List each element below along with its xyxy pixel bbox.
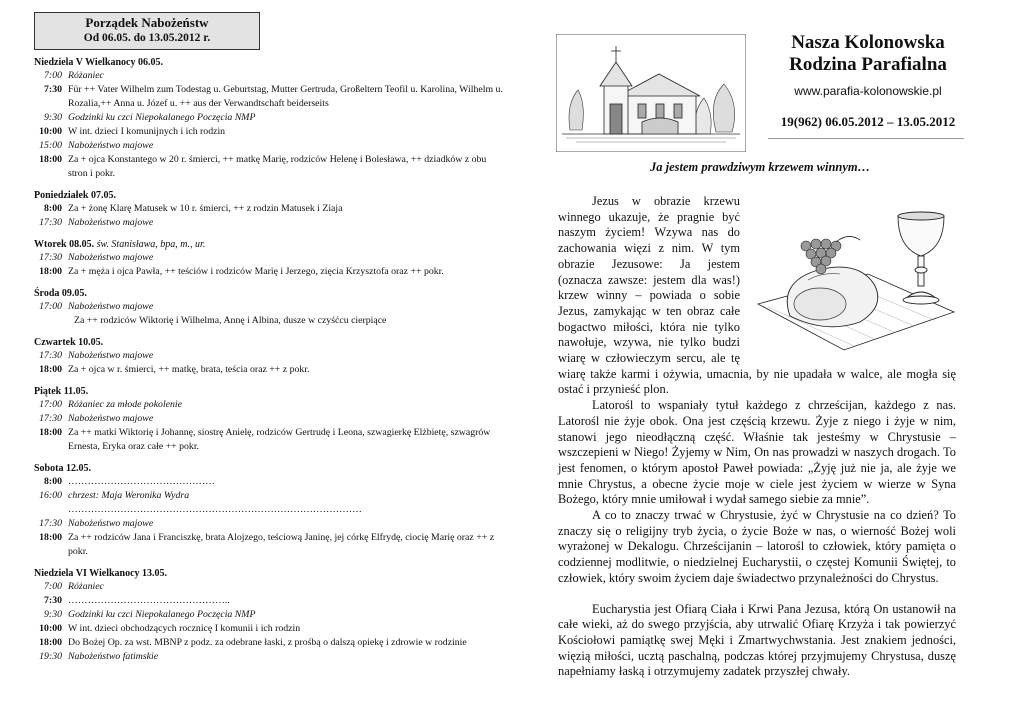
entry-time: 15:00 [39,140,62,151]
day-date: Sobota 12.05. [34,463,91,474]
entry-text: Za + męża i ojca Pawła, ++ teściów i rodziców Marię i Jerzego, zięcia Krzysztofa oraz ++ pokr. [68,266,444,277]
entry-text: Nabożeństwo majowe [68,518,154,529]
article-paragraph-1: Jezus w obrazie krzewu winnego ukazuje, że pragnie być naszym życiem! Wzywa nas do zachowania więzi z nim. W tym obrazie Jezusowe: Ja jestem (oznacza zawsze: jestem dla was!) krzew winny – powiada o sobie Jezus, zamykając w ten obraz całe bogactwo miłości, która nie tylko nawołuje, wzywa, nie tylko budzi wiarę w człowieczym sercu, ale tę wiarę także karmi i ożywia, umacnia, by nie upadała w walce, ale mogła się ostać i przynieść plon. [558,194,956,397]
entry-time: 7:30 [44,84,62,95]
entry-text: ………………………………………….. [68,595,230,606]
entry-time: 17:30 [39,217,62,228]
entry-text: Za ++ matki Wiktorię i Johannę, siostrę Anielę, rodziców Gertrudę i Leona, szwagierkę Elżbietę, szwagrów Ernesta, Eryka oraz całe ++ pokr. [68,427,491,452]
day-feast: św. Stanisława, bpa, m., ur. [96,239,206,250]
schedule-entry [34,69,504,83]
entry-time: 17:30 [39,518,62,529]
day-title [34,287,504,300]
entry-time [34,503,68,517]
entry-text: Różaniec [68,581,104,592]
day-title [34,189,504,202]
day-title [34,385,504,398]
entry-intention: Za ++ rodziców Wiktorię i Wilhelma, Annę i Albina, dusze w czyśćcu cierpiące [74,315,387,326]
schedule-entry [34,531,504,559]
schedule-entry [34,153,504,181]
day-title [34,56,504,69]
schedule-day [34,189,504,230]
entry-time: 17:30 [39,413,62,424]
entry-text: Godzinki ku czci Niepokalanego Poczęcia NMP [68,112,256,123]
day-date: Wtorek 08.05. [34,239,95,250]
day-date: Środa 09.05. [34,288,87,299]
entry-time: 7:00 [44,70,62,81]
schedule-entry [34,111,504,125]
schedule-entry [34,251,504,265]
schedule-entry [34,517,504,531]
entry-text: Nabożeństwo majowe [68,350,154,361]
schedule-entry [34,265,504,279]
schedule-day [34,385,504,454]
entry-text: Za + ojca Konstantego w 20 r. śmierci, ++ matkę Marię, rodziców Helenę i Bolesława, ++ dziadków z obu stron i pokr. [68,154,487,179]
article-body [558,194,956,680]
entry-text: Nabożeństwo majowe [68,252,154,263]
parish-website: www.parafia-kolonowskie.pl [794,84,942,98]
entry-text: W int. dzieci obchodzących rocznicę I komunii i ich rodzin [68,623,301,634]
schedule-entry [34,503,504,517]
schedule-entry [34,125,504,139]
entry-time: 18:00 [39,532,62,543]
entry-time: 18:00 [39,637,62,648]
entry-time: 8:00 [44,476,62,487]
masthead-divider [768,138,964,139]
entry-text: Różaniec za młode pokolenie [68,399,182,410]
entry-time: 16:00 [39,490,62,501]
schedule-entry [34,426,504,454]
schedule-days [34,56,504,664]
eucharist-drawing [748,204,960,352]
schedule-entry [34,412,504,426]
schedule-entry [34,608,504,622]
bulletin-title-line2: Rodzina Parafialna [789,54,947,75]
day-date: Czwartek 10.05. [34,337,104,348]
schedule-entry [34,83,504,111]
schedule-entry [34,363,504,377]
entry-time: 10:00 [39,623,62,634]
schedule-entry [34,489,504,503]
schedule-day [34,56,504,181]
entry-time: 18:00 [39,154,62,165]
entry-text: ……………………………………………………………………………… [68,504,362,515]
article-paragraph-3: A co to znaczy trwać w Chrystusie, żyć w Chrystusie na co dzień? To znaczy się o religijny tryb życia, o życie Boże w nas, o wierność Bożej woli wyrażonej w Dekalogu. Chrześcijanin – latorośl to człowiek, który pamięta o codziennej modlitwie, o niedzielnej Eucharystii, o częstej Komunii Świętej, to człowiek, który swoim życiem daje świadectwo przynależności do Chrystus. [558,508,956,585]
entry-time: 8:00 [44,203,62,214]
entry-text: chrzest: Maja Weronika Wydra [68,490,190,501]
schedule-entry [34,650,504,664]
entry-text: Za + żonę Klarę Matusek w 10 r. śmierci, ++ z rodzin Matusek i Ziaja [68,203,343,214]
day-date: Poniedziałek 07.05. [34,190,116,201]
schedule-entry [34,594,504,608]
entry-time: 17:30 [39,252,62,263]
entry-time: 7:00 [44,581,62,592]
schedule-entry [34,622,504,636]
masthead [768,32,968,130]
article-paragraph-4: Eucharystia jest Ofiarą Ciała i Krwi Pana Jezusa, którą On ustanowił na całe wieki, aż do swego przyjścia, aby utrwalić Ofiarę Krzyża i tak powierzyć Kościołowi pamiątkę swej Męki i Zmartwychwstania. Jest znakiem jedności, więzią miłości, ucztą paschalną, podczas której przyjmujemy Chrystusa, duszę napełniamy łaską i otrzymujemy zadatek przyszłej chwały. [558,601,956,679]
issue-number: 19(962) 06.05.2012 – 13.05.2012 [780,114,956,129]
schedule-header [34,12,260,50]
schedule-day [34,287,504,328]
day-title [34,462,504,475]
entry-time: 18:00 [39,266,62,277]
schedule-dates: Od 06.05. do 13.05.2012 r. [83,32,211,44]
entry-text: Nabożeństwo majowe [68,413,154,424]
schedule-day [34,567,504,664]
day-date: Niedziela V Wielkanocy 06.05. [34,57,163,68]
day-title [34,238,504,251]
entry-text: Nabożeństwo majowe [68,217,154,228]
schedule-entry [34,475,504,489]
schedule-entry [34,139,504,153]
entry-time: 10:00 [39,126,62,137]
schedule-entry [34,398,504,412]
entry-time: 17:00 [39,399,62,410]
entry-text: Różaniec [68,70,104,81]
day-date: Piątek 11.05. [34,386,89,397]
church-illustration [556,34,746,152]
schedule-entry [34,202,504,216]
church-drawing [556,34,746,152]
schedule-day [34,238,504,279]
entry-time: 19:30 [39,651,62,662]
article-subtitle: Ja jestem prawdziwym krzewem winnym… [650,160,871,174]
entry-text: Nabożeństwo fatimskie [68,651,159,662]
day-title [34,567,504,580]
schedule-entry [34,580,504,594]
entry-time: 17:30 [39,350,62,361]
schedule-day [34,336,504,377]
entry-time: 7:30 [44,595,62,606]
entry-text: Za ++ rodziców Jana i Franciszkę, brata Alojzego, teściową Janinę, jej córkę Elfrydę, ciocię Marię oraz ++ z pokr. [68,532,495,557]
schedule-entry [34,349,504,363]
schedule-entry [34,636,504,650]
entry-time: 17:00 [39,301,62,312]
entry-text: W int. dzieci I komunijnych i ich rodzin [68,126,226,137]
entry-text: ……………………………………… [68,476,215,487]
article-paragraph-2: Latorośl to wspaniały tytuł każdego z chrześcijan, każdego z nas. Latorośl nie żyje obok. Ona jest częścią krzewu. Żyje z niego i żyje w nim, stanowi jego nieodłączną część. Właśnie tak jesteśmy w Chrystusie – wszczepieni w Niego! Żyjemy w Nim, On nas prowadzi w naszych drogach. To jest fenomen, o którym apostoł Paweł powiada: „Żyję już nie ja, ale żyje we mnie Chrystus, a obecne życie moje w ciele jest życiem w wierze w Syna Bożego, który mnie umiłował i wydał samego siebie za mnie”. [558,398,956,507]
bread-wine-illustration [748,204,960,352]
entry-time: 18:00 [39,364,62,375]
schedule-column [34,12,504,664]
schedule-entry [34,300,504,314]
entry-time: 9:30 [44,609,62,620]
entry-text: Nabożeństwo majowe [68,301,154,312]
entry-time: 18:00 [39,427,62,438]
day-title [34,336,504,349]
entry-text: Für ++ Vater Wilhelm zum Todestag u. Geburtstag, Mutter Gertruda, Großeltern Teofil u. Karolina, Wilhelm u. Rozalia,++ Anna u. Józef u. ++ aus der Verwandtschaft beiderseits [68,84,503,109]
entry-time: 9:30 [44,112,62,123]
schedule-title: Porządek Nabożeństw [85,15,209,30]
entry-text: Nabożeństwo majowe [68,140,154,151]
day-date: Niedziela VI Wielkanocy 13.05. [34,568,168,579]
bulletin-title-line1: Nasza Kolonowska [791,32,945,53]
schedule-entry [34,216,504,230]
entry-text: Godzinki ku czci Niepokalanego Poczęcia NMP [68,609,256,620]
schedule-day [34,462,504,559]
entry-text: Za + ojca w r. śmierci, ++ matkę, brata, teścia oraz ++ z pokr. [68,364,310,375]
entry-text: Do Bożej Op. za wst. MBNP z podz. za odebrane łaski, z prośbą o dalszą opiekę i zdrowie w rodzinie [68,637,467,648]
